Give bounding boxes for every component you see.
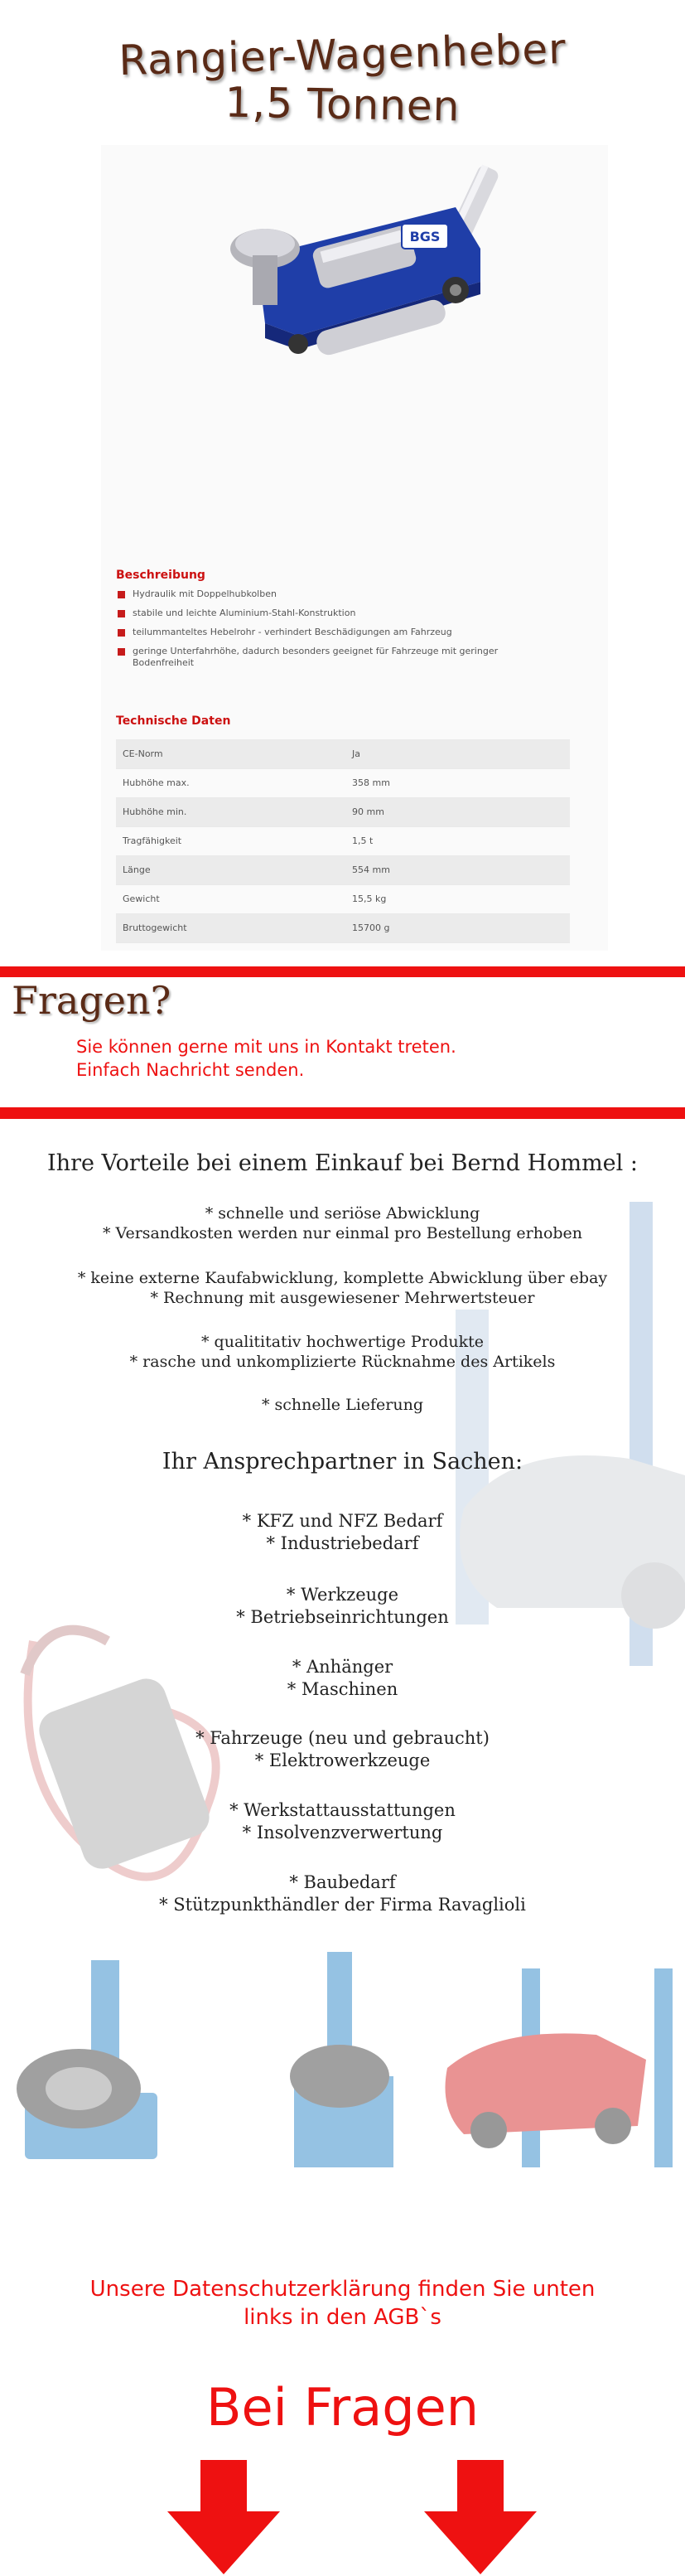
partner-group-4 bbox=[0, 1727, 685, 1772]
list-item: * Fahrzeuge (neu und gebraucht) bbox=[195, 1728, 490, 1748]
contact-title: Fragen? bbox=[12, 978, 171, 1023]
spec-label: Tragfähigkeit bbox=[116, 826, 345, 855]
advantages-heading: Ihre Vorteile bei einem Einkauf bei Bernd Hommel : bbox=[47, 1150, 638, 1176]
list-item: * Elektrowerkzeuge bbox=[254, 1750, 431, 1770]
list-item: * rasche und unkomplizierte Rücknahme des Artikels bbox=[129, 1353, 556, 1371]
list-item: * KFZ und NFZ Bedarf bbox=[242, 1511, 443, 1531]
spec-label: CE-Norm bbox=[116, 739, 345, 768]
list-item: * Baubedarf bbox=[289, 1872, 396, 1892]
red-divider-top bbox=[0, 966, 685, 977]
table-row bbox=[116, 913, 570, 942]
bei-fragen-heading: Bei Fragen bbox=[205, 2377, 480, 2438]
list-item: stabile und leichte Aluminium-Stahl-Konstruktion bbox=[116, 608, 580, 619]
partner-group-2 bbox=[0, 1584, 685, 1629]
contact-line2: Einfach Nachricht senden. bbox=[76, 1060, 305, 1080]
page-title-line2: 1,5 Tonnen bbox=[224, 78, 461, 131]
spec-value: 15,5 kg bbox=[345, 884, 570, 913]
spec-label: Länge bbox=[116, 855, 345, 884]
list-item: * keine externe Kaufabwicklung, komplette Abwicklung über ebay bbox=[77, 1269, 608, 1287]
trolley-jack-image bbox=[207, 157, 514, 373]
list-item: geringe Unterfahrhöhe, dadurch besonders geeignet für Fahrzeuge mit geringer Bodenfreiheit bbox=[116, 646, 547, 669]
advantages-group-2 bbox=[0, 1268, 685, 1308]
table-row bbox=[116, 855, 570, 884]
spec-label: Hubhöhe max. bbox=[116, 768, 345, 797]
spec-value: 15700 g bbox=[345, 913, 570, 942]
list-item: * Werkstattausstattungen bbox=[229, 1800, 456, 1820]
specs-title: Technische Daten bbox=[116, 714, 231, 728]
page-title bbox=[0, 24, 685, 131]
description-list bbox=[116, 588, 580, 676]
partner-group-6 bbox=[0, 1871, 685, 1916]
partner-group-3 bbox=[0, 1656, 685, 1701]
arrow-down-icon bbox=[422, 2460, 538, 2576]
table-row bbox=[116, 826, 570, 855]
contact-text bbox=[76, 1035, 456, 1082]
list-item: * Versandkosten werden nur einmal pro Bestellung erhoben bbox=[102, 1224, 583, 1242]
list-item: * qualititativ hochwertige Produkte bbox=[201, 1333, 484, 1351]
specs-table bbox=[116, 739, 570, 943]
advantages-group-1 bbox=[0, 1203, 685, 1243]
spec-value: Ja bbox=[345, 739, 570, 768]
advantages-group-4 bbox=[0, 1395, 685, 1415]
list-item: * Stützpunkthändler der Firma Ravaglioli bbox=[159, 1895, 526, 1915]
table-row bbox=[116, 739, 570, 768]
red-divider-bottom bbox=[0, 1107, 685, 1119]
spec-label: Bruttogewicht bbox=[116, 913, 345, 942]
spec-value: 554 mm bbox=[345, 855, 570, 884]
list-item: * Werkzeuge bbox=[286, 1585, 399, 1605]
list-item: * Maschinen bbox=[287, 1679, 398, 1699]
list-item: * schnelle und seriöse Abwicklung bbox=[205, 1204, 480, 1223]
privacy-line1: Unsere Datenschutzerklärung finden Sie unten bbox=[89, 2277, 596, 2302]
contact-line1: Sie können gerne mit uns in Kontakt treten. bbox=[76, 1037, 456, 1057]
privacy-notice bbox=[0, 2275, 685, 2331]
list-item: * Anhänger bbox=[292, 1657, 393, 1677]
list-item: Hydraulik mit Doppelhubkolben bbox=[116, 588, 580, 600]
partner-heading: Ihr Ansprechpartner in Sachen: bbox=[162, 1449, 523, 1474]
list-item: * Rechnung mit ausgewiesener Mehrwertsteuer bbox=[150, 1289, 535, 1307]
partner-group-1 bbox=[0, 1510, 685, 1555]
spec-value: 90 mm bbox=[345, 797, 570, 826]
brand-badge: BGS bbox=[409, 229, 441, 245]
spec-value: 1,5 t bbox=[345, 826, 570, 855]
list-item: * Insolvenzverwertung bbox=[242, 1823, 443, 1842]
table-row bbox=[116, 797, 570, 826]
advantages-group-3 bbox=[0, 1332, 685, 1372]
table-row bbox=[116, 768, 570, 797]
list-item: teilummanteltes Hebelrohr - verhindert Beschädigungen am Fahrzeug bbox=[116, 627, 580, 638]
list-item: * Industriebedarf bbox=[266, 1533, 419, 1553]
privacy-line2: links in den AGB`s bbox=[244, 2305, 441, 2330]
description-title: Beschreibung bbox=[116, 569, 205, 582]
list-item: * Betriebseinrichtungen bbox=[236, 1607, 449, 1627]
equipment-images bbox=[0, 1944, 685, 2184]
spec-value: 358 mm bbox=[345, 768, 570, 797]
spec-label: Hubhöhe min. bbox=[116, 797, 345, 826]
list-item: * schnelle Lieferung bbox=[261, 1396, 424, 1414]
page-title-line1: Rangier-Wagenheber bbox=[118, 24, 567, 85]
spec-label: Gewicht bbox=[116, 884, 345, 913]
table-row bbox=[116, 884, 570, 913]
partner-group-5 bbox=[0, 1799, 685, 1844]
arrow-down-icon bbox=[166, 2460, 282, 2576]
